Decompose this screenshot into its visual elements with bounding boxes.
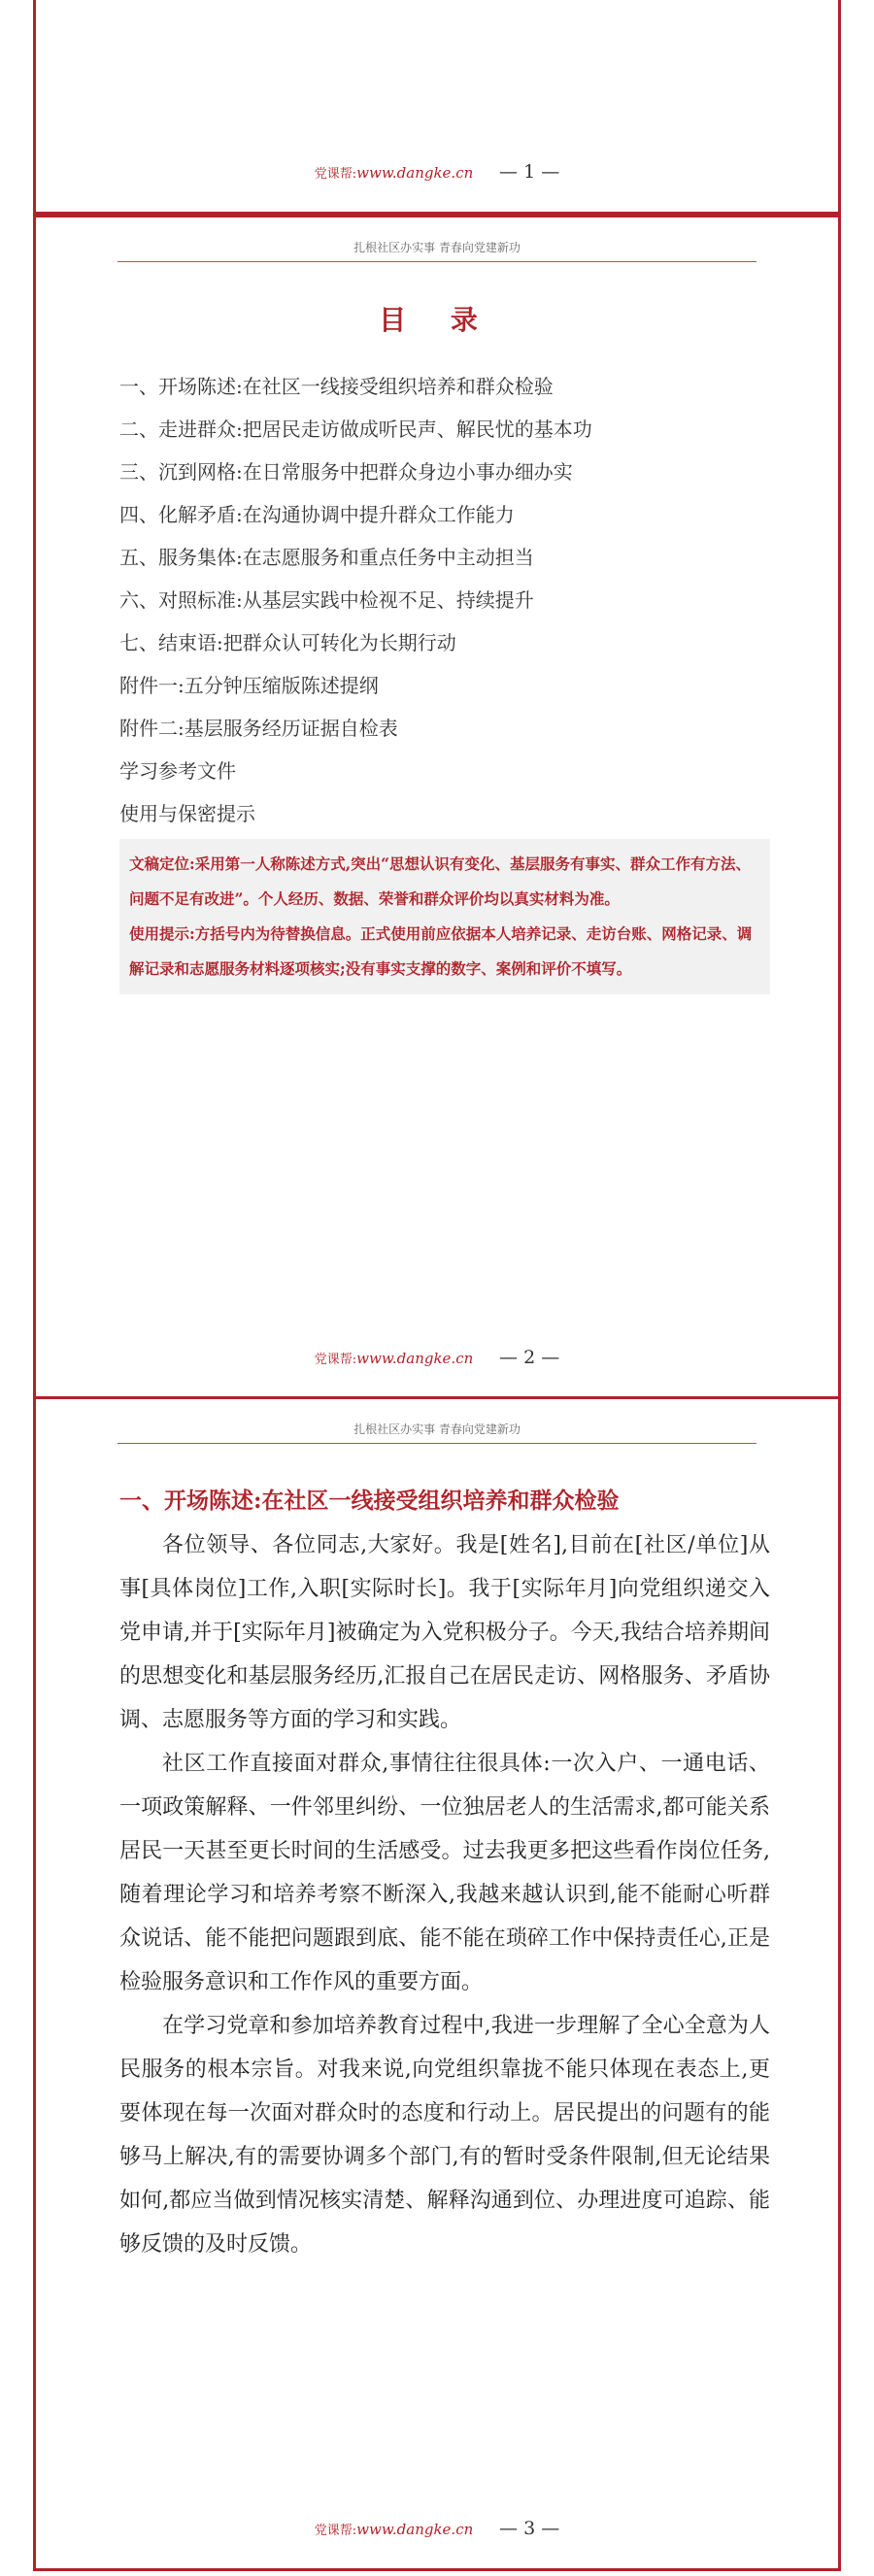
page-number: — 1 — — [499, 161, 560, 183]
section-title: 一、开场陈述:在社区一线接受组织培养和群众检验 — [119, 1488, 620, 1514]
toc-item[interactable]: 三、沉到网格:在日常服务中把群众身边小事办细办实 — [119, 460, 573, 484]
paragraph: 在学习党章和参加培养教育过程中,我进一步理解了全心全意为人民服务的根本宗旨。对我来说,向党组织靠拢不能只体现在表态上,更要体现在每一次面对群众时的态度和行动上。居民提出的问题有的能够马上解决,有的需要协调多个部门,有的暂时受条件限制,但无论结果如何,都应当做到情况核实清楚、解释沟通到位、办理进度可追踪、能够反馈的及时反馈。 — [119, 2014, 770, 2257]
page-3 — [33, 1396, 841, 2571]
toc-item[interactable]: 附件二:基层服务经历证据自检表 — [119, 717, 398, 740]
paragraph: 各位领导、各位同志,大家好。我是[姓名],目前在[社区/单位]从事[具体岗位]工作,入职[实际时长]。我于[实际年月]向党组织递交入党申请,并于[实际年月]被确定为入党积极分子。今天,我结合培养期间的思想变化和基层服务经历,汇报自己在居民走访、网格服务、矛盾协调、志愿服务等方面的学习和实践。 — [119, 1533, 770, 1732]
footer-url[interactable]: www.dangke.cn — [356, 2521, 474, 2538]
toc-item[interactable]: 六、对照标准:从基层实践中检视不足、持续提升 — [119, 588, 534, 612]
footer-url[interactable]: www.dangke.cn — [356, 164, 474, 182]
footer-brand: 党课帮: — [314, 167, 357, 182]
toc-item[interactable]: 二、走进群众:把居民走访做成听民声、解民忧的基本功 — [119, 418, 592, 441]
toc-item[interactable]: 四、化解矛盾:在沟通协调中提升群众工作能力 — [119, 503, 515, 526]
note-positioning: 文稿定位:采用第一人称陈述方式,突出“思想认识有变化、基层服务有事实、群众工作有方法、问题不足有改进”。个人经历、数据、荣誉和群众评价均以真实材料为准。 — [129, 854, 752, 908]
section-body — [119, 1523, 770, 2266]
note-usage: 使用提示:方括号内为待替换信息。正式使用前应依据本人培养记录、走访台账、网格记录、调解记录和志愿服务材料逐项核实;没有事实支撑的数字、案例和评价不填写。 — [129, 924, 753, 978]
toc-title: 目 录 — [379, 304, 495, 336]
toc-item[interactable]: 附件一:五分钟压缩版陈述提纲 — [119, 674, 379, 697]
toc-item[interactable]: 使用与保密提示 — [119, 802, 255, 825]
page-header: 扎根社区办实事 青春向党建新功 — [118, 217, 756, 262]
toc-item[interactable]: 一、开场陈述:在社区一线接受组织培养和群众检验 — [119, 375, 554, 398]
paragraph: 社区工作直接面对群众,事情往往很具体:一次入户、一通电话、一项政策解释、一件邻里纠纷、一位独居老人的生活需求,都可能关系居民一天甚至更长时间的生活感受。过去我更多把这些看作岗位任务,随着理论学习和培养考察不断深入,我越来越认识到,能不能耐心听群众说话、能不能把问题跟到底、能不能在琐碎工作中保持责任心,正是检验服务意识和工作作风的重要方面。 — [119, 1752, 770, 1994]
page-2 — [33, 215, 841, 1400]
page-footer — [36, 2518, 838, 2539]
footer-brand: 党课帮: — [314, 1353, 357, 1367]
toc-item[interactable]: 五、服务集体:在志愿服务和重点任务中主动担当 — [119, 546, 534, 569]
page-footer — [36, 1347, 838, 1368]
note-box — [119, 839, 770, 994]
page-number: — 3 — — [499, 2518, 560, 2539]
footer-url[interactable]: www.dangke.cn — [356, 1350, 474, 1367]
table-of-contents — [119, 365, 799, 835]
page-1 — [33, 0, 841, 215]
toc-item[interactable]: 七、结束语:把群众认可转化为长期行动 — [119, 631, 456, 654]
page-number: — 2 — — [499, 1347, 560, 1368]
toc-item[interactable]: 学习参考文件 — [119, 759, 236, 783]
page-header: 扎根社区办实事 青春向党建新功 — [118, 1399, 756, 1444]
page-footer — [36, 161, 838, 183]
footer-brand: 党课帮: — [314, 2524, 357, 2538]
